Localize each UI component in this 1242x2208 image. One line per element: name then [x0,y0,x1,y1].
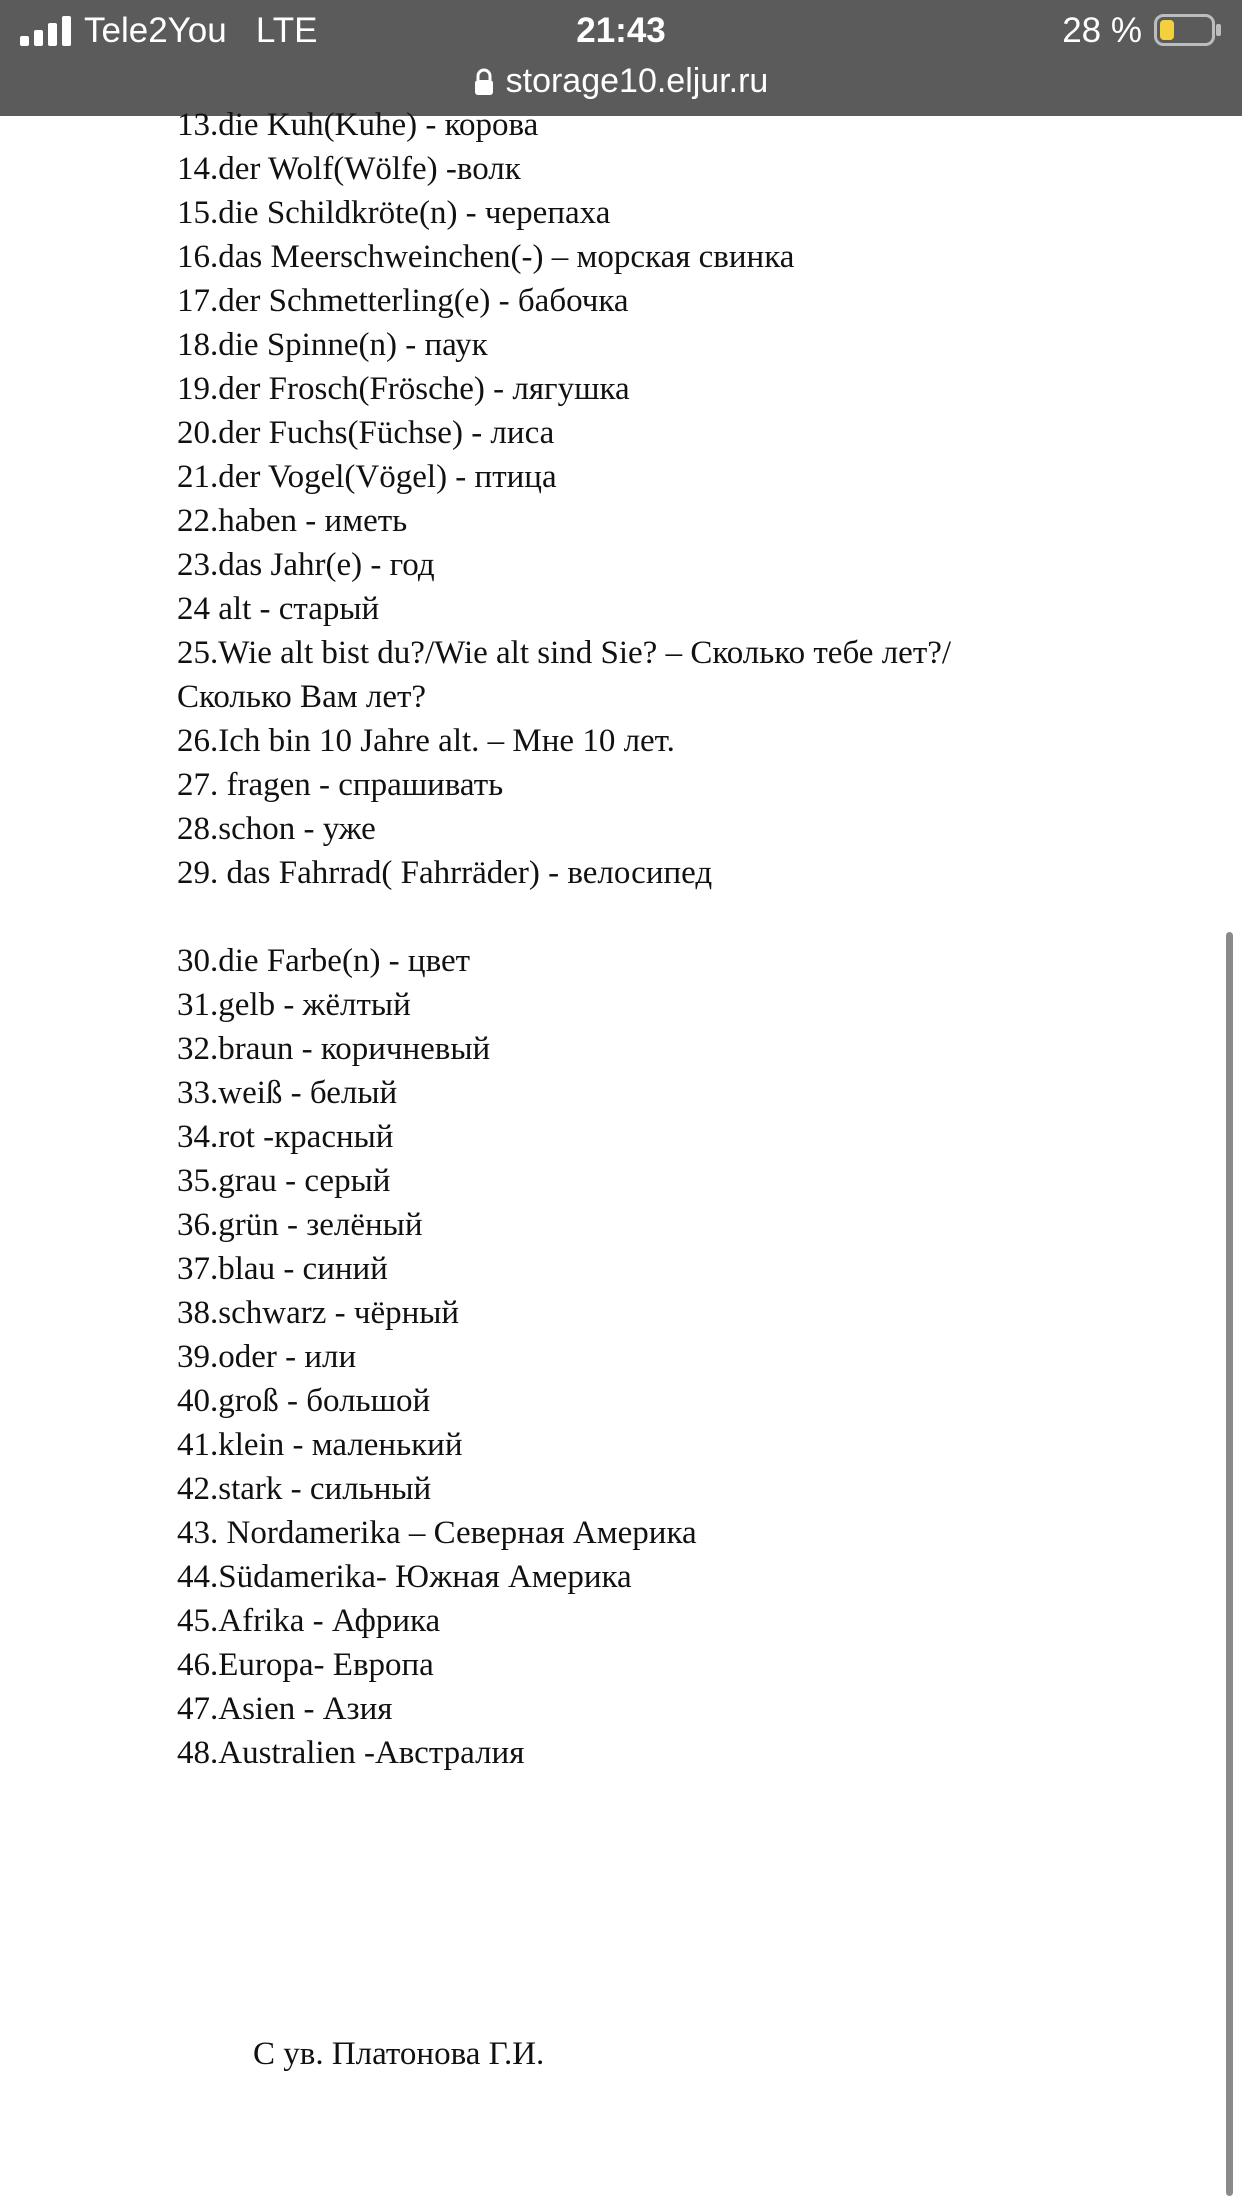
vocabulary-line: 23.das Jahr(e) - год [177,547,435,583]
vocabulary-line: 30.die Farbe(n) - цвет [177,943,471,979]
vocabulary-line: 21.der Vogel(Vögel) - птица [177,459,557,495]
vocabulary-line: 44.Südamerika- Южная Америка [177,1559,632,1595]
url-text: storage10.eljur.ru [505,62,769,100]
vocabulary-line: 28.schon - уже [177,811,376,847]
vocabulary-line: 35.grau - серый [177,1163,391,1199]
vocabulary-line: 37.blau - синий [177,1251,388,1287]
vocabulary-line: Сколько Вам лет? [177,679,427,715]
carrier-network-label: Tele2You LTE [84,11,318,50]
vocabulary-line: 17.der Schmetterling(e) - бабочка [177,283,629,319]
vocabulary-line: 19.der Frosch(Frösche) - лягушка [177,371,630,407]
vertical-scrollbar[interactable] [1226,932,1233,2196]
battery-percentage: 28 % [1062,11,1142,50]
blank-line [177,895,1177,939]
vocabulary-line: 42.stark - сильный [177,1471,432,1507]
clock: 21:43 [576,11,666,50]
battery-icon [1154,14,1222,46]
vocabulary-line: 41.klein - маленький [177,1427,463,1463]
vocabulary-line: 18.die Spinne(n) - паук [177,327,488,363]
vocabulary-line: 25.Wie alt bist du?/Wie alt sind Sie? – Сколько тебе лет?/ [177,635,952,671]
vocabulary-line: 15.die Schildkröte(n) - черепаха [177,195,611,231]
vocabulary-line: 24 alt - старый [177,591,380,627]
vocabulary-line: 33.weiß - белый [177,1075,398,1111]
vocabulary-line: 38.schwarz - чёрный [177,1295,460,1331]
vocabulary-line: 36.grün - зелёный [177,1207,423,1243]
browser-top-bar [0,0,1242,116]
document-content [177,103,1177,1775]
vocabulary-line: 29. das Fahrrad( Fahrräder) - велосипед [177,855,713,891]
vocabulary-line: 47.Asien - Азия [177,1691,393,1727]
vocabulary-line: 48.Australien -Австралия [177,1735,525,1771]
vocabulary-line: 32.braun - коричневый [177,1031,491,1067]
vocabulary-line: 46.Europa- Европа [177,1647,434,1683]
vocabulary-line: 27. fragen - спрашивать [177,767,504,803]
signature-line: С ув. Платонова Г.И. [253,2036,545,2072]
vocabulary-line: 45.Afrika - Африка [177,1603,441,1639]
vocabulary-line: 31.gelb - жёлтый [177,987,411,1023]
vocabulary-line: 40.groß - большой [177,1383,431,1419]
vocabulary-line: 39.oder - или [177,1339,357,1375]
vocabulary-line: 14.der Wolf(Wölfe) -волк [177,151,521,187]
vocabulary-line: 22.haben - иметь [177,503,408,539]
lock-icon [474,68,494,96]
vocabulary-line: 26.Ich bin 10 Jahre alt. – Мне 10 лет. [177,723,675,759]
vocabulary-line: 43. Nordamerika – Северная Америка [177,1515,697,1551]
vocabulary-line: 13.die Kuh(Kuhe) - корова [177,107,539,143]
vocabulary-line: 34.rot -красный [177,1119,394,1155]
vocabulary-line: 20.der Fuchs(Füchse) - лиса [177,415,555,451]
vocabulary-line: 16.das Meerschweinchen(-) – морская свинка [177,239,795,275]
address-bar[interactable] [0,58,1242,104]
